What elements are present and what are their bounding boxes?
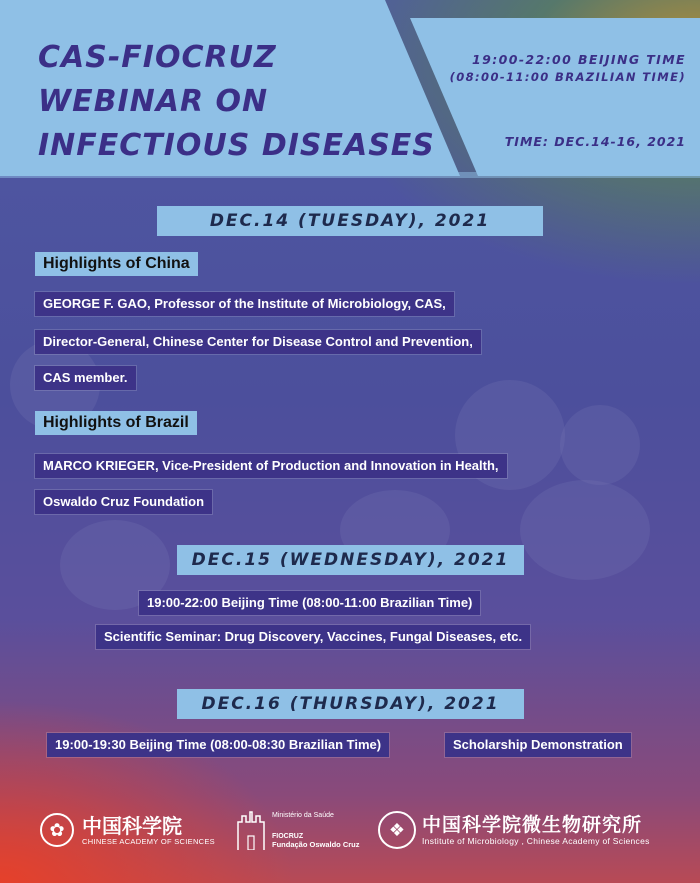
day1-date: DEC.14 (TUESDAY), 2021 <box>157 206 543 236</box>
fiocruz-logo <box>236 800 360 860</box>
china-line-3: CAS member. <box>35 366 136 390</box>
title-line-3: INFECTIOUS DISEASES <box>38 128 435 163</box>
brazil-line-1: MARCO KRIEGER, Vice-President of Production and Innovation in Health, <box>35 454 507 478</box>
im-emblem-icon: ❖ <box>378 811 416 849</box>
banner-divider <box>0 172 700 178</box>
im-name-cn: 中国科学院微生物研究所 <box>422 814 643 836</box>
title-line-2: WEBINAR ON <box>38 84 269 119</box>
china-line-2: Director-General, Chinese Center for Disease Control and Prevention, <box>35 330 481 354</box>
brazil-heading: Highlights of Brazil <box>35 411 197 435</box>
virus-blob-3 <box>520 480 650 580</box>
im-logo <box>378 800 650 860</box>
china-line-1: GEORGE F. GAO, Professor of the Institute of Microbiology, CAS, <box>35 292 454 316</box>
virus-blob-2 <box>560 405 640 485</box>
date-range: TIME: DEC.14-16, 2021 <box>504 134 686 149</box>
fiocruz-full-name: Fundação Oswaldo Cruz <box>272 839 360 849</box>
day2-date: DEC.15 (WEDNESDAY), 2021 <box>177 545 524 575</box>
cas-logo <box>40 800 215 860</box>
fiocruz-name: FIOCRUZ <box>272 832 304 840</box>
cas-name-cn: 中国科学院 <box>82 813 182 838</box>
beijing-time: 19:00-22:00 BEIJING TIME <box>472 52 686 67</box>
brazil-time: (08:00-11:00 BRAZILIAN TIME) <box>449 70 686 84</box>
day3-date: DEC.16 (THURSDAY), 2021 <box>177 689 524 719</box>
day2-topic: Scientific Seminar: Drug Discovery, Vaccines, Fungal Diseases, etc. <box>96 625 530 649</box>
brazil-line-2: Oswaldo Cruz Foundation <box>35 490 212 514</box>
event-title <box>38 36 435 168</box>
day3-time: 19:00-19:30 Beijing Time (08:00-08:30 Brazilian Time) <box>47 733 389 757</box>
fiocruz-ministry: Ministério da Saúde <box>272 811 334 819</box>
cas-emblem-icon: ✿ <box>40 813 74 847</box>
logo-bar <box>0 800 700 860</box>
day2-time: 19:00-22:00 Beijing Time (08:00-11:00 Brazilian Time) <box>139 591 480 615</box>
title-line-1: CAS-FIOCRUZ <box>38 40 277 75</box>
fiocruz-castle-icon <box>236 810 266 850</box>
im-name-en: Institute of Microbiology , Chinese Academy of Sciences <box>422 836 650 846</box>
day3-topic: Scholarship Demonstration <box>445 733 631 757</box>
cas-name-en: CHINESE ACADEMY OF SCIENCES <box>82 836 215 846</box>
china-heading: Highlights of China <box>35 252 198 276</box>
